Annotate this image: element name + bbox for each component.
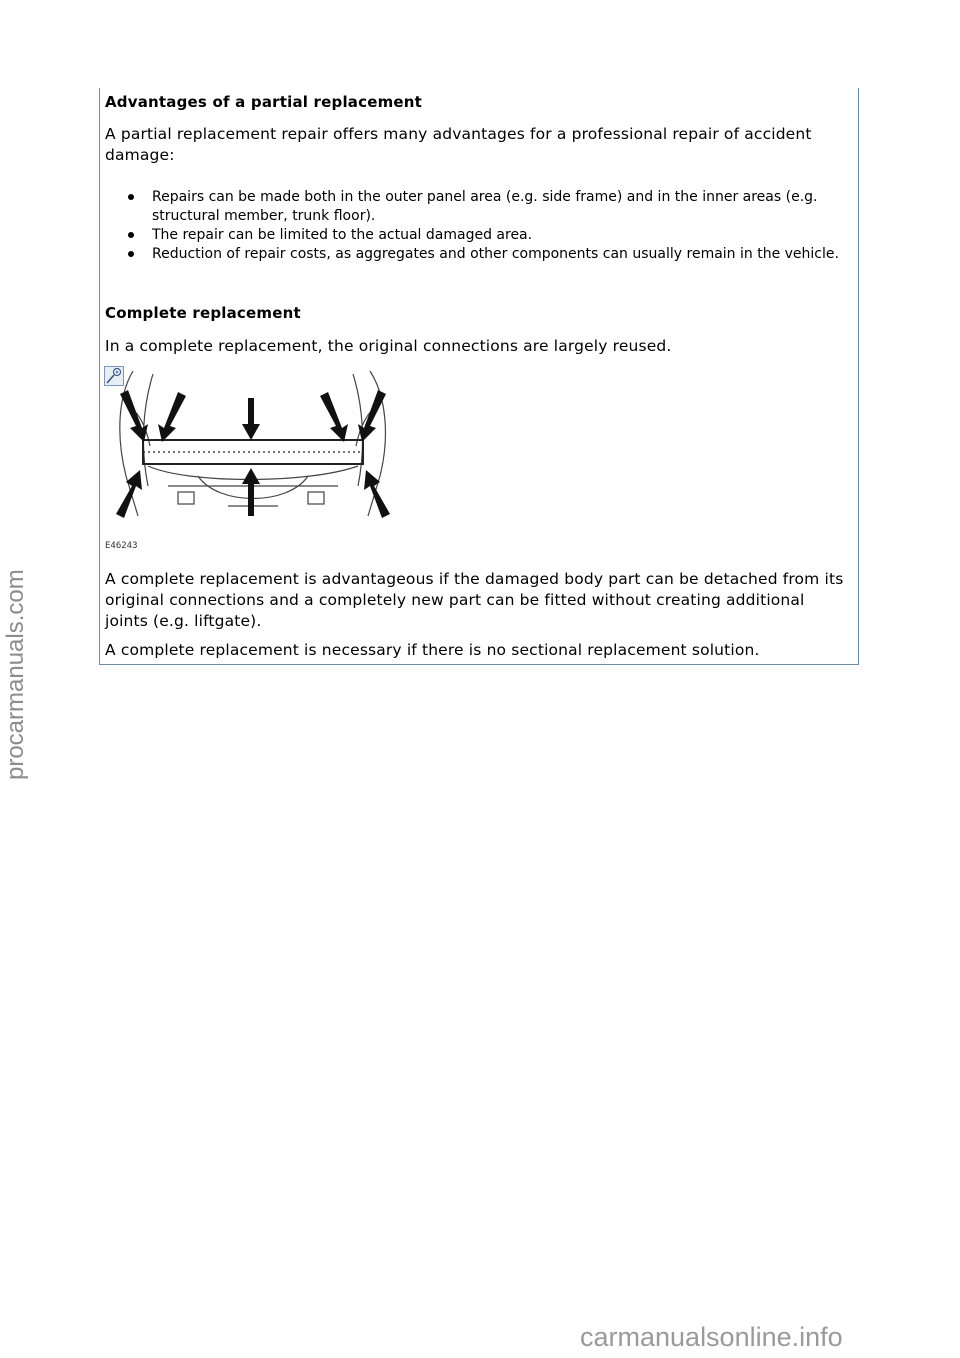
advantages-list — [128, 188, 858, 264]
list-item: Reduction of repair costs, as aggregates and other components can usually remain in the vehicle. — [128, 245, 858, 264]
zoom-icon[interactable] — [104, 366, 124, 386]
paragraph-necessary: A complete replacement is necessary if there is no sectional replacement solution. — [105, 641, 760, 659]
paragraph-complete-intro: In a complete replacement, the original connections are largely reused. — [105, 337, 672, 355]
paragraph-advantageous: A complete replacement is advantageous if the damaged body part can be detached from its original connections and a completely new part can be fitted without creating additional joints (e.g. liftgate). — [105, 570, 844, 630]
watermark-procarmanuals: procarmanuals.com — [2, 569, 29, 780]
paragraph-partial-intro: A partial replacement repair offers many advantages for a professional repair of accident damage: — [105, 125, 812, 164]
bullet-icon — [128, 194, 134, 200]
magnifier-icon — [105, 367, 123, 385]
figure-label: E46243 — [105, 541, 138, 551]
bullet-icon — [128, 232, 134, 238]
list-item: The repair can be limited to the actual damaged area. — [128, 226, 858, 245]
rear-body-illustration — [108, 366, 398, 521]
bullet-icon — [128, 251, 134, 257]
watermark-carmanualsonline: carmanualsonline.info — [580, 1322, 843, 1352]
heading-complete-replacement: Complete replacement — [105, 304, 301, 322]
heading-partial-replacement: Advantages of a partial replacement — [105, 93, 423, 111]
list-item: Repairs can be made both in the outer panel area (e.g. side frame) and in the inner areas (e.g. structural member, trunk floor). — [128, 188, 858, 226]
